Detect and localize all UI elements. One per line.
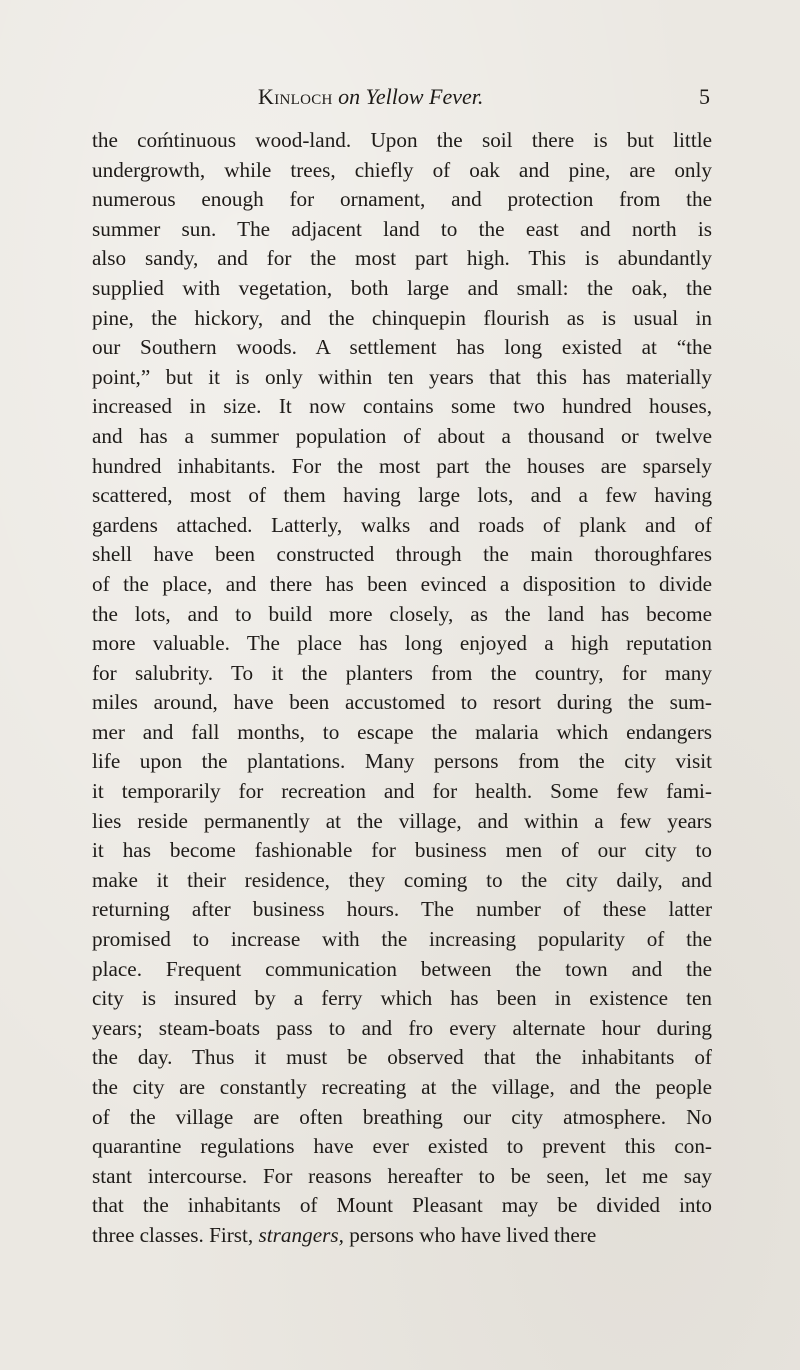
page-header — [258, 80, 710, 114]
running-title-author: Kinloch — [258, 84, 333, 109]
body-text — [92, 126, 712, 1251]
text-line: point,” but it is only within ten years that this has materially — [92, 364, 712, 389]
text-line: life upon the plantations. Many persons from the city visit — [92, 749, 712, 774]
text-line: the lots, and to build more closely, as the land has become — [92, 601, 712, 626]
text-line: for salubrity. To it the planters from the country, for many — [92, 660, 712, 685]
running-title-on: on — [338, 84, 361, 109]
text-line: returning after business hours. The number of these latter — [92, 897, 712, 922]
text-line: that the inhabitants of Mount Pleasant may be divided into — [92, 1193, 712, 1218]
text-line: supplied with vegetation, both large and small: the oak, the — [92, 275, 712, 300]
text-line: the day. Thus it must be observed that the inhabitants of — [92, 1045, 712, 1070]
text-line: numerous enough for ornament, and protection from the — [92, 187, 712, 212]
text-line: it temporarily for recreation and for health. Some few fami- — [92, 779, 712, 804]
text-line: shell have been constructed through the main thoroughfares — [92, 542, 712, 567]
text-line: hundred inhabitants. For the most part the houses are sparsely — [92, 453, 712, 478]
text-line: undergrowth, while trees, chiefly of oak and pine, are only — [92, 157, 712, 182]
text-line: it has become fashionable for business men of our city to — [92, 838, 712, 863]
text-line: mer and fall months, to escape the malaria which endangers — [92, 719, 712, 744]
text-line: the coḿtinuous wood-land. Upon the soil there is but little — [92, 128, 712, 152]
text-line: place. Frequent communication between the town and the — [92, 956, 712, 981]
text-line: city is insured by a ferry which has been in existence ten — [92, 986, 712, 1011]
text-line: promised to increase with the increasing popularity of the — [92, 927, 712, 952]
text-line: miles around, have been accustomed to resort during the sum- — [92, 690, 712, 715]
text-line: lies reside permanently at the village, and within a few years — [92, 808, 712, 833]
text-line: the city are constantly recreating at the village, and the people — [92, 1075, 712, 1099]
text-line: more valuable. The place has long enjoyed a high reputation — [92, 631, 712, 656]
text-line: scattered, most of them having large lots, and a few having — [92, 483, 712, 508]
text-line: increased in size. It now contains some two hundred houses, — [92, 394, 712, 419]
text-line: pine, the hickory, and the chinquepin flourish as is usual in — [92, 305, 712, 330]
page-number: 5 — [699, 84, 710, 109]
text-line: of the village are often breathing our city atmosphere. No — [92, 1104, 712, 1129]
italic-term-strangers: strangers, — [258, 1222, 344, 1247]
text-line: years; steam-boats pass to and fro every alternate hour during — [92, 1015, 712, 1040]
text-line: of the place, and there has been evinced a disposition to divide — [92, 571, 712, 596]
last-line-end: persons who have lived there — [349, 1222, 597, 1247]
text-line: gardens attached. Latterly, walks and roads of plank and of — [92, 512, 712, 537]
text-line: our Southern woods. A settlement has long existed at “the — [92, 335, 712, 360]
text-line: summer sun. The adjacent land to the east and north is — [92, 216, 712, 241]
running-title-subject: Yellow Fever. — [365, 84, 484, 109]
text-line: quarantine regulations have ever existed to prevent this con- — [92, 1134, 712, 1159]
text-line: stant intercourse. For reasons hereafter to be seen, let me say — [92, 1163, 712, 1188]
text-line: make it their residence, they coming to the city daily, and — [92, 867, 712, 892]
last-line-start: three classes. First, — [92, 1222, 254, 1247]
running-title — [258, 80, 483, 114]
text-line-last — [92, 1221, 712, 1251]
text-line: and has a summer population of about a thousand or twelve — [92, 423, 712, 448]
text-line: also sandy, and for the most part high. This is abundantly — [92, 246, 712, 271]
